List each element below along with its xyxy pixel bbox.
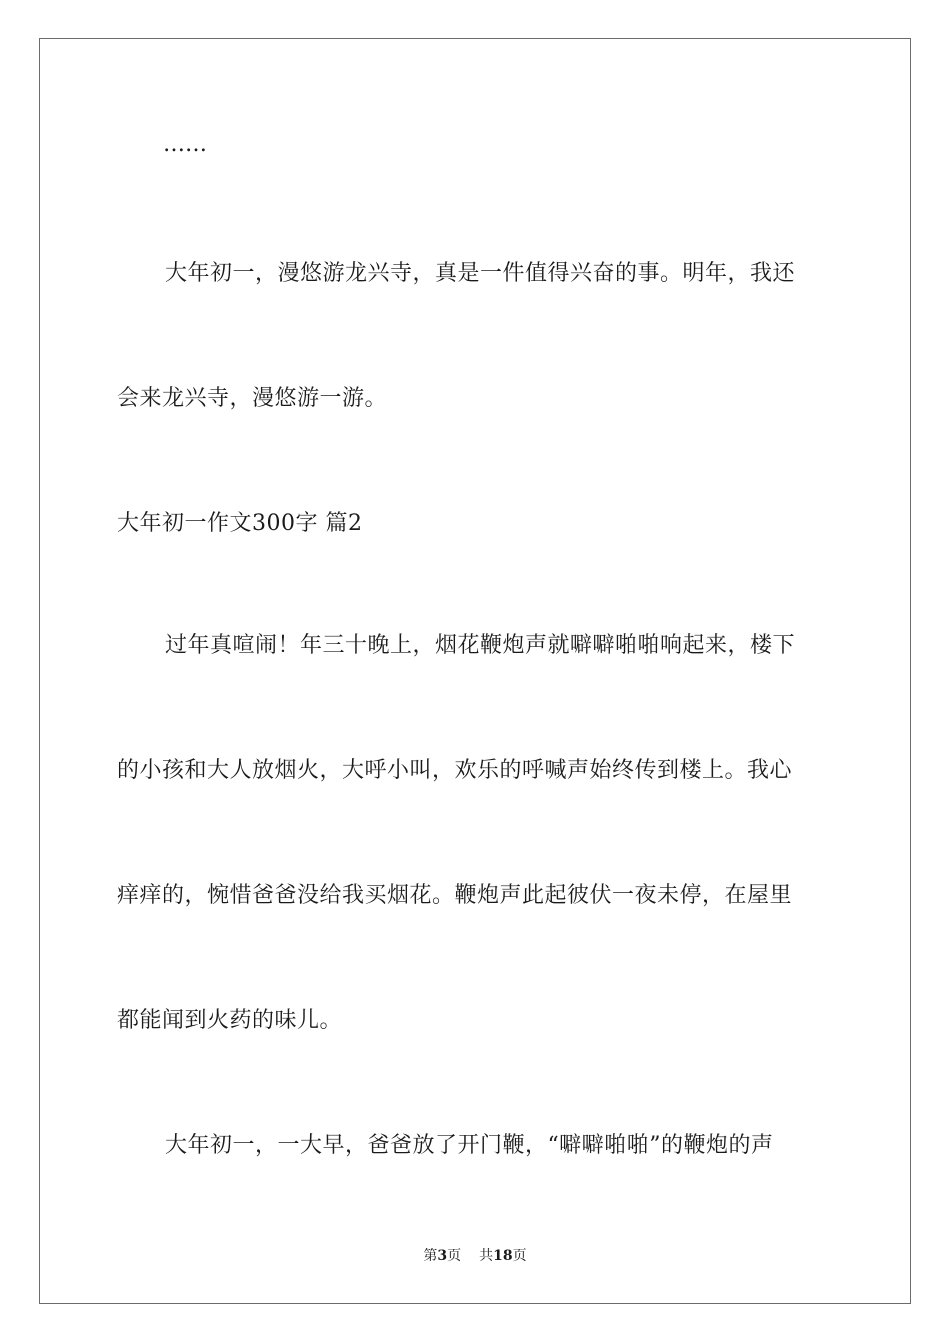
page-prefix: 第 xyxy=(423,1248,438,1264)
paragraph-1-line-2: 会来龙兴寺，漫悠游一游。 xyxy=(117,386,388,411)
total-prefix: 共 xyxy=(479,1248,494,1264)
paragraph-1-line-1: 大年初一，漫悠游龙兴寺，真是一件值得兴奋的事。明年，我还 xyxy=(165,261,796,286)
total-suffix: 页 xyxy=(512,1248,527,1264)
page-suffix: 页 xyxy=(447,1248,462,1264)
page-footer xyxy=(0,1247,950,1265)
page-border xyxy=(39,38,911,1304)
section-heading: 大年初一作文300字 篇2 xyxy=(117,511,363,536)
ellipsis-line: …… xyxy=(163,132,207,157)
paragraph-2-line-3: 痒痒的，惋惜爸爸没给我买烟花。鞭炮声此起彼伏一夜未停，在屋里 xyxy=(117,883,793,908)
page-number: 3 xyxy=(437,1248,448,1264)
paragraph-2-line-1: 过年真喧闹！年三十晚上，烟花鞭炮声就噼噼啪啪响起来，楼下 xyxy=(165,633,796,658)
paragraph-2-line-2: 的小孩和大人放烟火，大呼小叫，欢乐的呼喊声始终传到楼上。我心 xyxy=(117,758,793,783)
paragraph-3-line-1: 大年初一，一大早，爸爸放了开门鞭，“噼噼啪啪”的鞭炮的声 xyxy=(165,1133,774,1158)
paragraph-2-line-4: 都能闻到火药的味儿。 xyxy=(117,1008,343,1033)
total-pages: 18 xyxy=(493,1248,513,1264)
